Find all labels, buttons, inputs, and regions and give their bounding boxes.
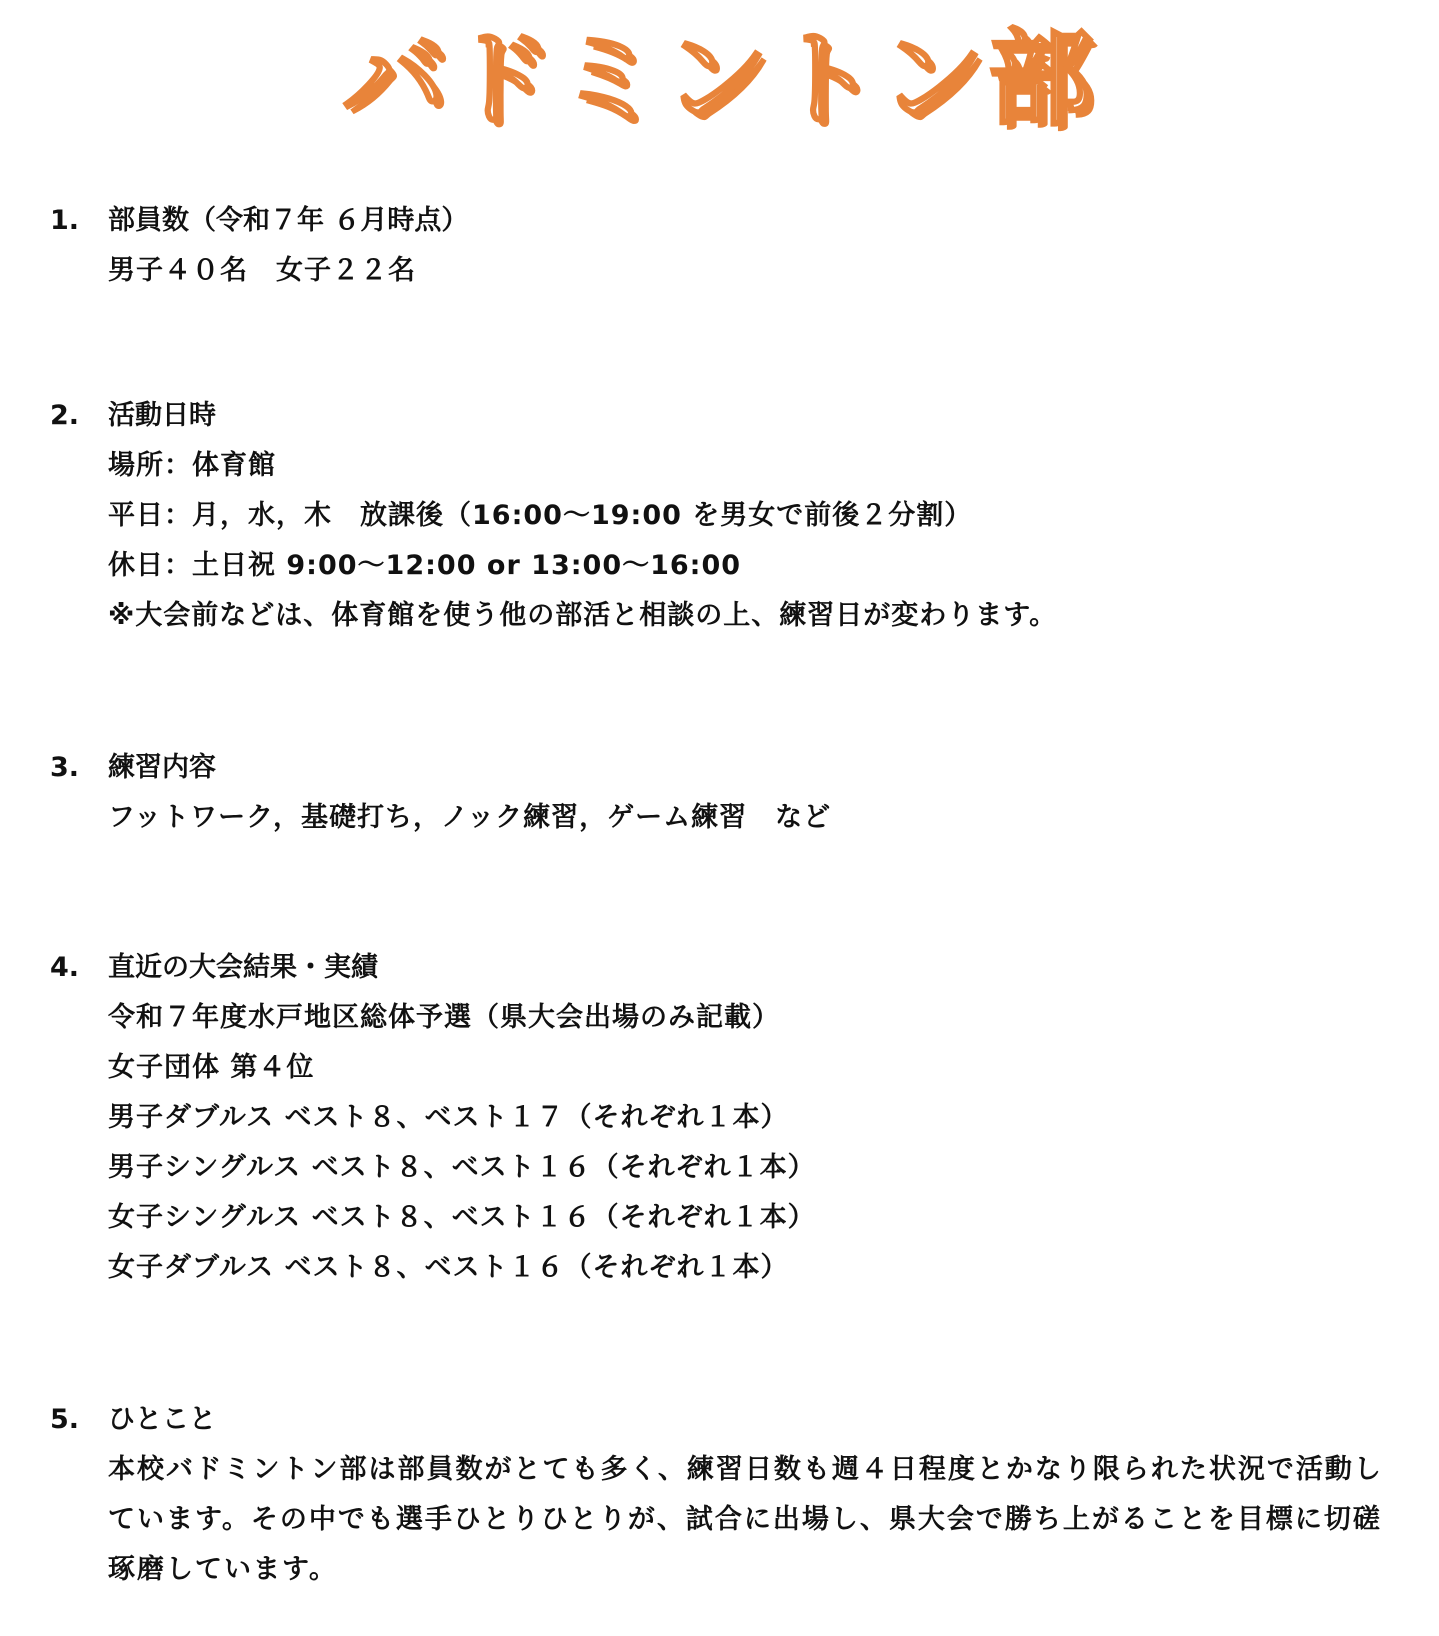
location-line: 場所：体育館 bbox=[108, 450, 276, 481]
section-number: 3. bbox=[50, 752, 80, 783]
result-line: 女子ダブルス ベスト８、ベスト１６（それぞれ１本） bbox=[108, 1252, 789, 1283]
note-line: ※大会前などは、体育館を使う他の部活と相談の上、練習日が変わります。 bbox=[108, 600, 1058, 631]
section-heading bbox=[50, 1395, 1410, 1445]
section-title: ひとこと bbox=[108, 1404, 216, 1435]
result-line: 男子ダブルス ベスト８、ベスト１７（それぞれ１本） bbox=[108, 1102, 789, 1133]
comment-paragraph: 本校バドミントン部は部員数がとても多く、練習日数も週４日程度とかなり限られた状況で活動しています。その中でも選手ひとりひとりが、試合に出場し、県大会で勝ち上がることを目標に切磋琢磨しています。 bbox=[108, 1454, 1383, 1585]
section-heading bbox=[50, 943, 1410, 993]
result-line: 令和７年度水戸地区総体予選（県大会出場のみ記載） bbox=[108, 1002, 780, 1033]
practice-line: フットワーク，基礎打ち，ノック練習，ゲーム練習 など bbox=[108, 802, 832, 833]
section-activity-schedule bbox=[50, 391, 1410, 641]
page-title: バドミントン部 bbox=[342, 18, 1097, 140]
section-number: 5. bbox=[50, 1404, 80, 1435]
section-title: 部員数（令和７年 ６月時点） bbox=[108, 205, 469, 236]
holiday-line: 休日：土日祝 9:00～12:00 or 13:00～16:00 bbox=[108, 550, 742, 581]
section-number: 4. bbox=[50, 952, 80, 983]
section-title: 活動日時 bbox=[108, 400, 216, 431]
section-number: 2. bbox=[50, 400, 80, 431]
section-results bbox=[50, 943, 1410, 1293]
section-comment bbox=[50, 1395, 1410, 1595]
section-heading bbox=[50, 743, 1410, 793]
weekday-line: 平日：月，水，木 放課後（16:00～19:00 を男女で前後２分割） bbox=[108, 500, 973, 531]
result-line: 男子シングルス ベスト８、ベスト１６（それぞれ１本） bbox=[108, 1152, 816, 1183]
section-heading bbox=[50, 391, 1410, 441]
member-count-line: 男子４０名 女子２２名 bbox=[108, 255, 416, 286]
section-practice-content bbox=[50, 743, 1410, 843]
section-member-count bbox=[50, 196, 1410, 296]
section-number: 1. bbox=[50, 205, 80, 236]
section-heading bbox=[50, 196, 1410, 246]
result-line: 女子シングルス ベスト８、ベスト１６（それぞれ１本） bbox=[108, 1202, 816, 1233]
result-line: 女子団体 第４位 bbox=[108, 1052, 315, 1083]
section-title: 直近の大会結果・実績 bbox=[108, 952, 378, 983]
section-title: 練習内容 bbox=[108, 752, 216, 783]
